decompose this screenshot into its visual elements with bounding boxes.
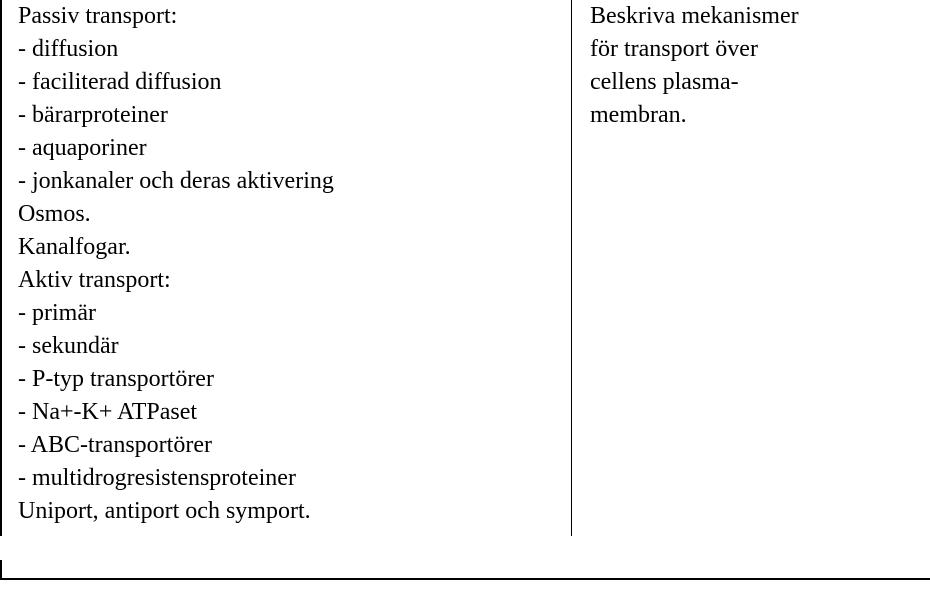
paragraph-osmos: Osmos. xyxy=(18,201,91,227)
list-item-na-k-atpaset: - Na+-K+ ATPaset xyxy=(18,399,198,425)
list-item-bararproteiner: - bärarproteiner xyxy=(18,102,168,128)
objective-line-4: membran. xyxy=(590,102,687,128)
table-border-bottom xyxy=(0,578,930,580)
list-item-jonkanaler: - jonkanaler och deras aktivering xyxy=(18,168,334,194)
objective-line-3: cellens plasma- xyxy=(590,69,739,95)
paragraph-aktiv-transport: Aktiv transport: xyxy=(18,267,171,293)
list-item-aquaporiner: - aquaporiner xyxy=(18,135,147,161)
list-item-p-typ-transportorer: - P-typ transportörer xyxy=(18,366,214,392)
paragraph-kanalfogar: Kanalfogar. xyxy=(18,234,131,260)
table-cell-objective xyxy=(572,0,930,536)
objective-line-2: för transport över xyxy=(590,36,758,62)
list-item-abc-transportorer: - ABC-transportörer xyxy=(18,432,212,458)
paragraph-passiv-transport: Passiv transport: xyxy=(18,3,178,29)
list-item-diffusion: - diffusion xyxy=(18,36,119,62)
list-item-multidrogresistensproteiner: - multidrogresistensproteiner xyxy=(18,465,296,491)
objective-line-1: Beskriva mekanismer xyxy=(590,3,799,29)
paragraph-uniport-antiport-symport: Uniport, antiport och symport. xyxy=(18,498,311,524)
list-item-primar: - primär xyxy=(18,300,96,326)
table-border-left-stub xyxy=(0,560,2,580)
list-item-faciliterad-diffusion: - faciliterad diffusion xyxy=(18,69,222,95)
list-item-sekundar: - sekundär xyxy=(18,333,119,359)
